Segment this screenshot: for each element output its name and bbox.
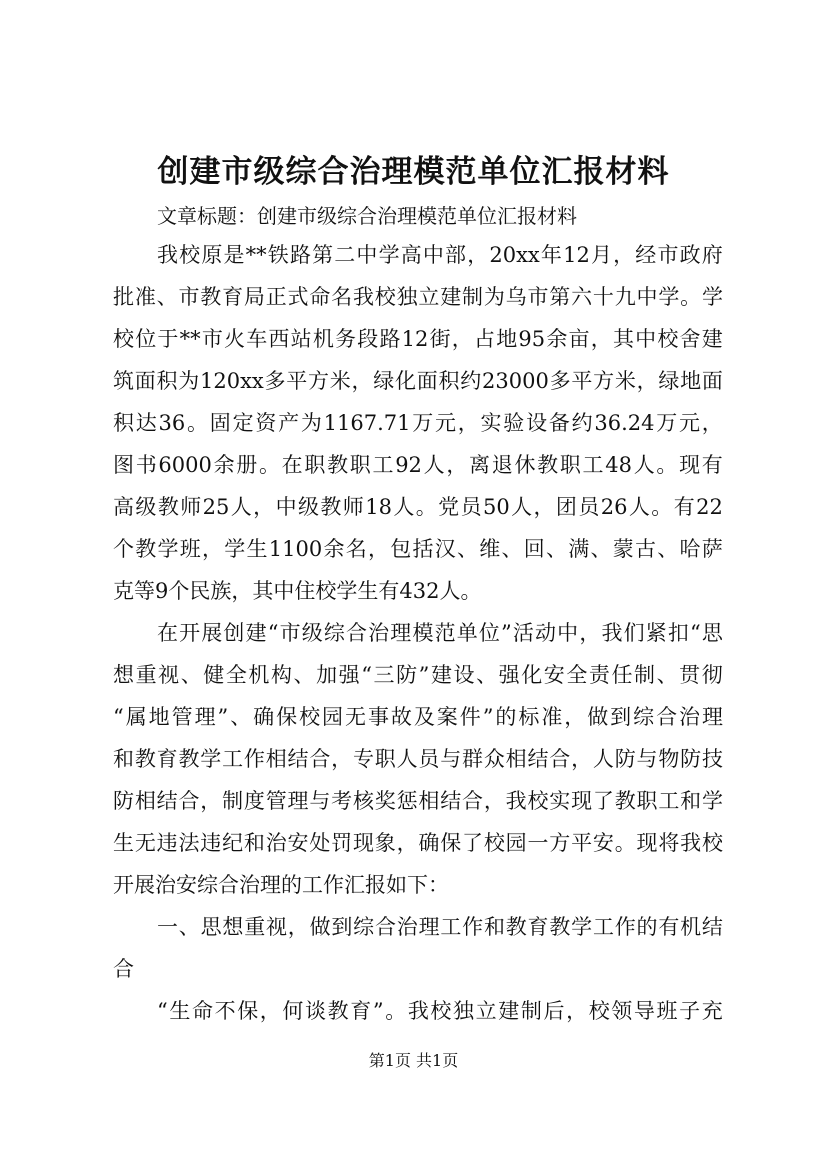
paragraph-line: 我 校 原 是 ** 铁 路 第 二 中 学 高 中 部 ， 20xx 年 12 月 ， 经 市 政 府 [157, 243, 723, 267]
paragraph-line: 和 教 育 教 学 工 作 相 结 合 ， 专 职 人 员 与 群 众 相 结 合 ， 人 防 与 物 防 技 [113, 747, 723, 771]
paragraph-line: 筑 面 积 为 120xx 多 平 方 米 ， 绿 化 面 积 约 23000 多 平 方 米 ， 绿 地 面 [113, 369, 723, 393]
paragraph-line: 开展治安综合治理的工作汇报如下： [113, 873, 449, 897]
section-heading-line: 合 [113, 957, 134, 981]
paragraph-line: “ 生 命 不 保 ， 何 谈 教 育 ” 。 我 校 独 立 建 制 后 ， 校 领 导 班 子 充 [157, 999, 723, 1023]
article-title-line: 文章标题：创建市级综合治理模范单位汇报材料 [157, 204, 577, 228]
document-title: 创建市级综合治理模范单位汇报材料 [157, 154, 670, 190]
paragraph-line: 高 级 教 师 25 人 ， 中 级 教 师 18 人 。 党 员 50 人 ， 团 员 26 人 。 有 22 [113, 495, 723, 519]
paragraph-line: 图 书 6000 余 册 。 在 职 教 职 工 92 人 ， 离 退 休 教 职 工 48 人 。 现 有 [113, 453, 723, 477]
paragraph-line: “ 属 地 管 理 ” 、 确 保 校 园 无 事 故 及 案 件 ” 的 标 准 ， 做 到 综 合 治 理 [113, 705, 723, 729]
paragraph-line: 防 相 结 合 ， 制 度 管 理 与 考 核 奖 惩 相 结 合 ， 我 校 实 现 了 教 职 工 和 学 [113, 789, 723, 813]
paragraph-line: 批 准 、 市 教 育 局 正 式 命 名 我 校 独 立 建 制 为 乌 市 第 六 十 九 中 学 。 学 [113, 285, 723, 309]
paragraph-line: 克等9个民族，其中住校学生有432人。 [113, 579, 482, 603]
section-heading-line: 一 、 思 想 重 视 ， 做 到 综 合 治 理 工 作 和 教 育 教 学 工 作 的 有 机 结 [157, 915, 723, 939]
paragraph-line: 积 达 36 。 固 定 资 产 为 1167.71 万 元 ， 实 验 设 备 约 36.24 万 元 ， [113, 411, 723, 435]
page-footer: 第1页 共1页 [368, 1051, 459, 1070]
paragraph-line: 想 重 视 、 健 全 机 构 、 加 强 “ 三 防 ” 建 设 、 强 化 安 全 责 任 制 、 贯 彻 [113, 663, 723, 687]
paragraph-line: 个 教 学 班 ， 学 生 1100 余 名 ， 包 括 汉 、 维 、 回 、 满 、 蒙 古 、 哈 萨 [113, 537, 723, 561]
paragraph-line: 校 位 于 ** 市 火 车 西 站 机 务 段 路 12 街 ， 占 地 95 余 亩 ， 其 中 校 舍 建 [113, 327, 723, 351]
paragraph-line: 生 无 违 法 违 纪 和 治 安 处 罚 现 象 ， 确 保 了 校 园 一 方 平 安 。 现 将 我 校 [113, 831, 723, 855]
paragraph-line: 在 开 展 创 建 “ 市 级 综 合 治 理 模 范 单 位 ” 活 动 中 ， 我 们 紧 扣 “ 思 [157, 621, 723, 645]
